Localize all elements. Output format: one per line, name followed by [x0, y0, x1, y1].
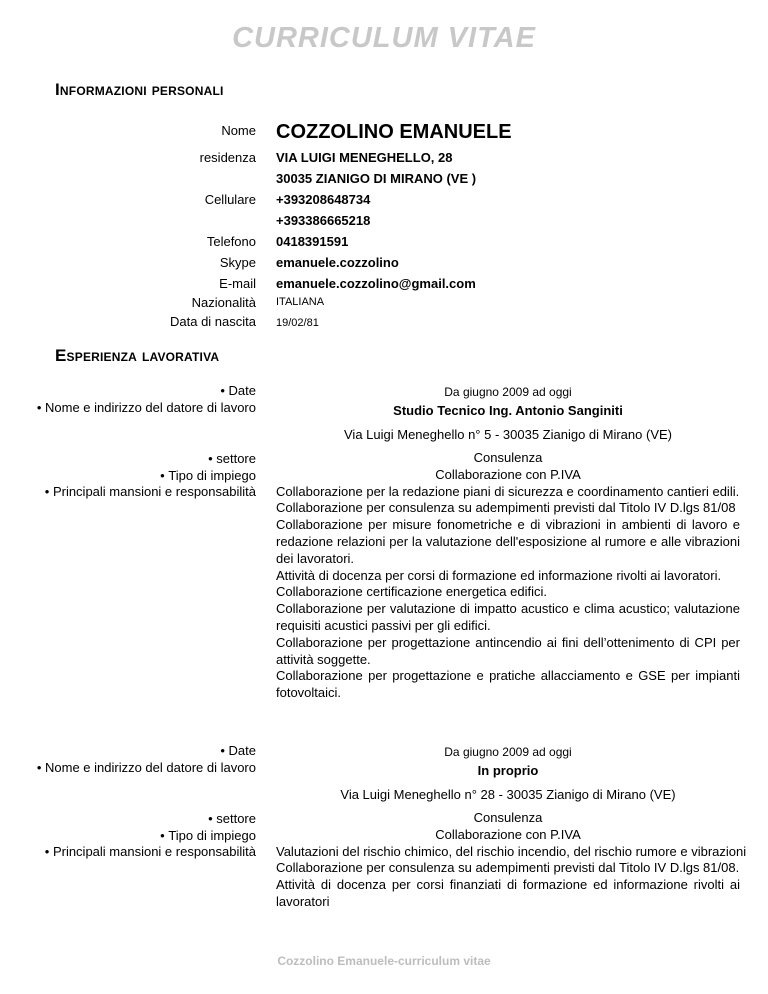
- job-1-duty: Collaborazione per valutazione di impatto acustico e clima acustico; valutazione requisiti acustici passivi per gli edifici.: [276, 601, 740, 633]
- job-2-sector: Consulenza: [473, 810, 543, 825]
- job-1-detail-labels: [26, 451, 256, 501]
- job-2-employer: In proprio: [477, 762, 539, 778]
- residence-line-2: 30035 ZIANIGO DI MIRANO (VE ): [276, 171, 477, 186]
- sector-label: • settore: [26, 451, 256, 468]
- residence-label: residenza: [199, 150, 256, 165]
- employer-label: • Nome e indirizzo del datore di lavoro: [26, 760, 256, 777]
- phone-number: 0418391591: [276, 234, 349, 249]
- mobile-number-1: +393208648734: [276, 192, 371, 207]
- birth-label: Data di nascita: [170, 314, 256, 329]
- date-label: • Date: [26, 383, 256, 400]
- residence-row-2: [0, 171, 768, 193]
- sector-label: • settore: [26, 811, 256, 828]
- skype-id: emanuele.cozzolino: [276, 255, 399, 270]
- job-1-duty: Collaborazione per progettazione e pratiche allacciamento e GSE per impianti fotovoltaici.: [276, 668, 740, 701]
- mobile-number-2: +393386665218: [276, 213, 371, 228]
- job-2-header-labels: [26, 743, 256, 776]
- skype-row: [0, 255, 768, 277]
- name-label: Nome: [221, 123, 256, 138]
- birth-row: [0, 314, 768, 336]
- birth-date: 19/02/81: [276, 317, 319, 329]
- job-1-header: [276, 384, 740, 443]
- phone-row: [0, 234, 768, 256]
- duties-label: • Principali mansioni e responsabilità: [26, 844, 256, 861]
- job-1-header-labels: [26, 383, 256, 416]
- date-label: • Date: [26, 743, 256, 760]
- job-2-date: Da giugno 2009 ad oggi: [444, 745, 572, 759]
- skype-label: Skype: [219, 255, 256, 270]
- job-2-header: [276, 744, 740, 803]
- job-2-address: Via Luigi Meneghello n° 28 - 30035 Zianigo di Mirano (VE): [340, 786, 676, 802]
- residence-row: [0, 150, 768, 172]
- job-1-employer: Studio Tecnico Ing. Antonio Sanginiti: [393, 402, 623, 418]
- job-1-duty: Collaborazione certificazione energetica edifici.: [276, 584, 547, 600]
- phone-label: Telefono: [206, 234, 256, 249]
- residence-line-1: VIA LUIGI MENEGHELLO, 28: [276, 150, 453, 165]
- job-1-duty: Collaborazione per consulenza su adempimenti previsti dal Titolo IV D.lgs 81/08: [276, 500, 736, 516]
- job-1-duty: Attività di docenza per corsi di formazione ed informazione rivolti ai lavoratori.: [276, 567, 722, 583]
- job-2-duty: Collaborazione per consulenza su adempimenti previsti dal Titolo IV D.lgs 81/08.: [276, 860, 740, 876]
- full-name: COZZOLINO EMANUELE: [276, 121, 512, 143]
- job-1-duty: Collaborazione per progettazione antincendio ai fini dell’ottenimento di CPI per attività soggette.: [276, 634, 740, 667]
- job-2-duty: Valutazioni del rischio chimico, del rischio incendio, del rischio rumore e vibrazioni: [276, 843, 747, 859]
- duties-label: • Principali mansioni e responsabilità: [26, 484, 256, 501]
- job-2-duty: Attività di docenza per corsi finanziati di formazione ed informazione rivolti ai lavoratori: [276, 877, 740, 909]
- job-2-details: [276, 810, 747, 911]
- personal-info-heading: Informazioni personali: [55, 80, 224, 99]
- job-2-detail-labels: [26, 811, 256, 861]
- job-1-details: [276, 450, 740, 702]
- document-title: CURRICULUM VITAE: [232, 22, 536, 54]
- job-1-address: Via Luigi Meneghello n° 5 - 30035 Zianigo di Mirano (VE): [344, 426, 672, 442]
- job-1-date: Da giugno 2009 ad oggi: [444, 385, 572, 399]
- nationality-label: Nazionalità: [191, 295, 256, 310]
- name-row: [0, 122, 768, 144]
- employment-type-label: • Tipo di impiego: [26, 468, 256, 485]
- job-2-type: Collaborazione con P.IVA: [435, 826, 581, 842]
- email-address: emanuele.cozzolino@gmail.com: [276, 276, 476, 291]
- email-label: E-mail: [219, 276, 256, 291]
- employment-type-label: • Tipo di impiego: [26, 828, 256, 845]
- job-1-type: Collaborazione con P.IVA: [435, 466, 581, 482]
- mobile-row: [0, 192, 768, 214]
- mobile-row-2: [0, 213, 768, 235]
- mobile-label: Cellulare: [204, 192, 256, 207]
- page-footer: Cozzolino Emanuele-curriculum vitae: [277, 954, 491, 968]
- job-1-duty: Collaborazione per misure fonometriche e di vibrazioni in ambienti di lavoro e redazione relazioni per la valutazione dell'esposizione al rumore e alle vibrazioni dei lavoratori.: [276, 517, 740, 566]
- nationality-value: ITALIANA: [276, 296, 325, 308]
- job-1-duty: Collaborazione per la redazione piani di sicurezza e coordinamento cantieri edili.: [276, 483, 740, 499]
- job-1-sector: Consulenza: [473, 450, 543, 465]
- employer-label: • Nome e indirizzo del datore di lavoro: [26, 400, 256, 417]
- work-experience-heading: Esperienza lavorativa: [55, 346, 220, 365]
